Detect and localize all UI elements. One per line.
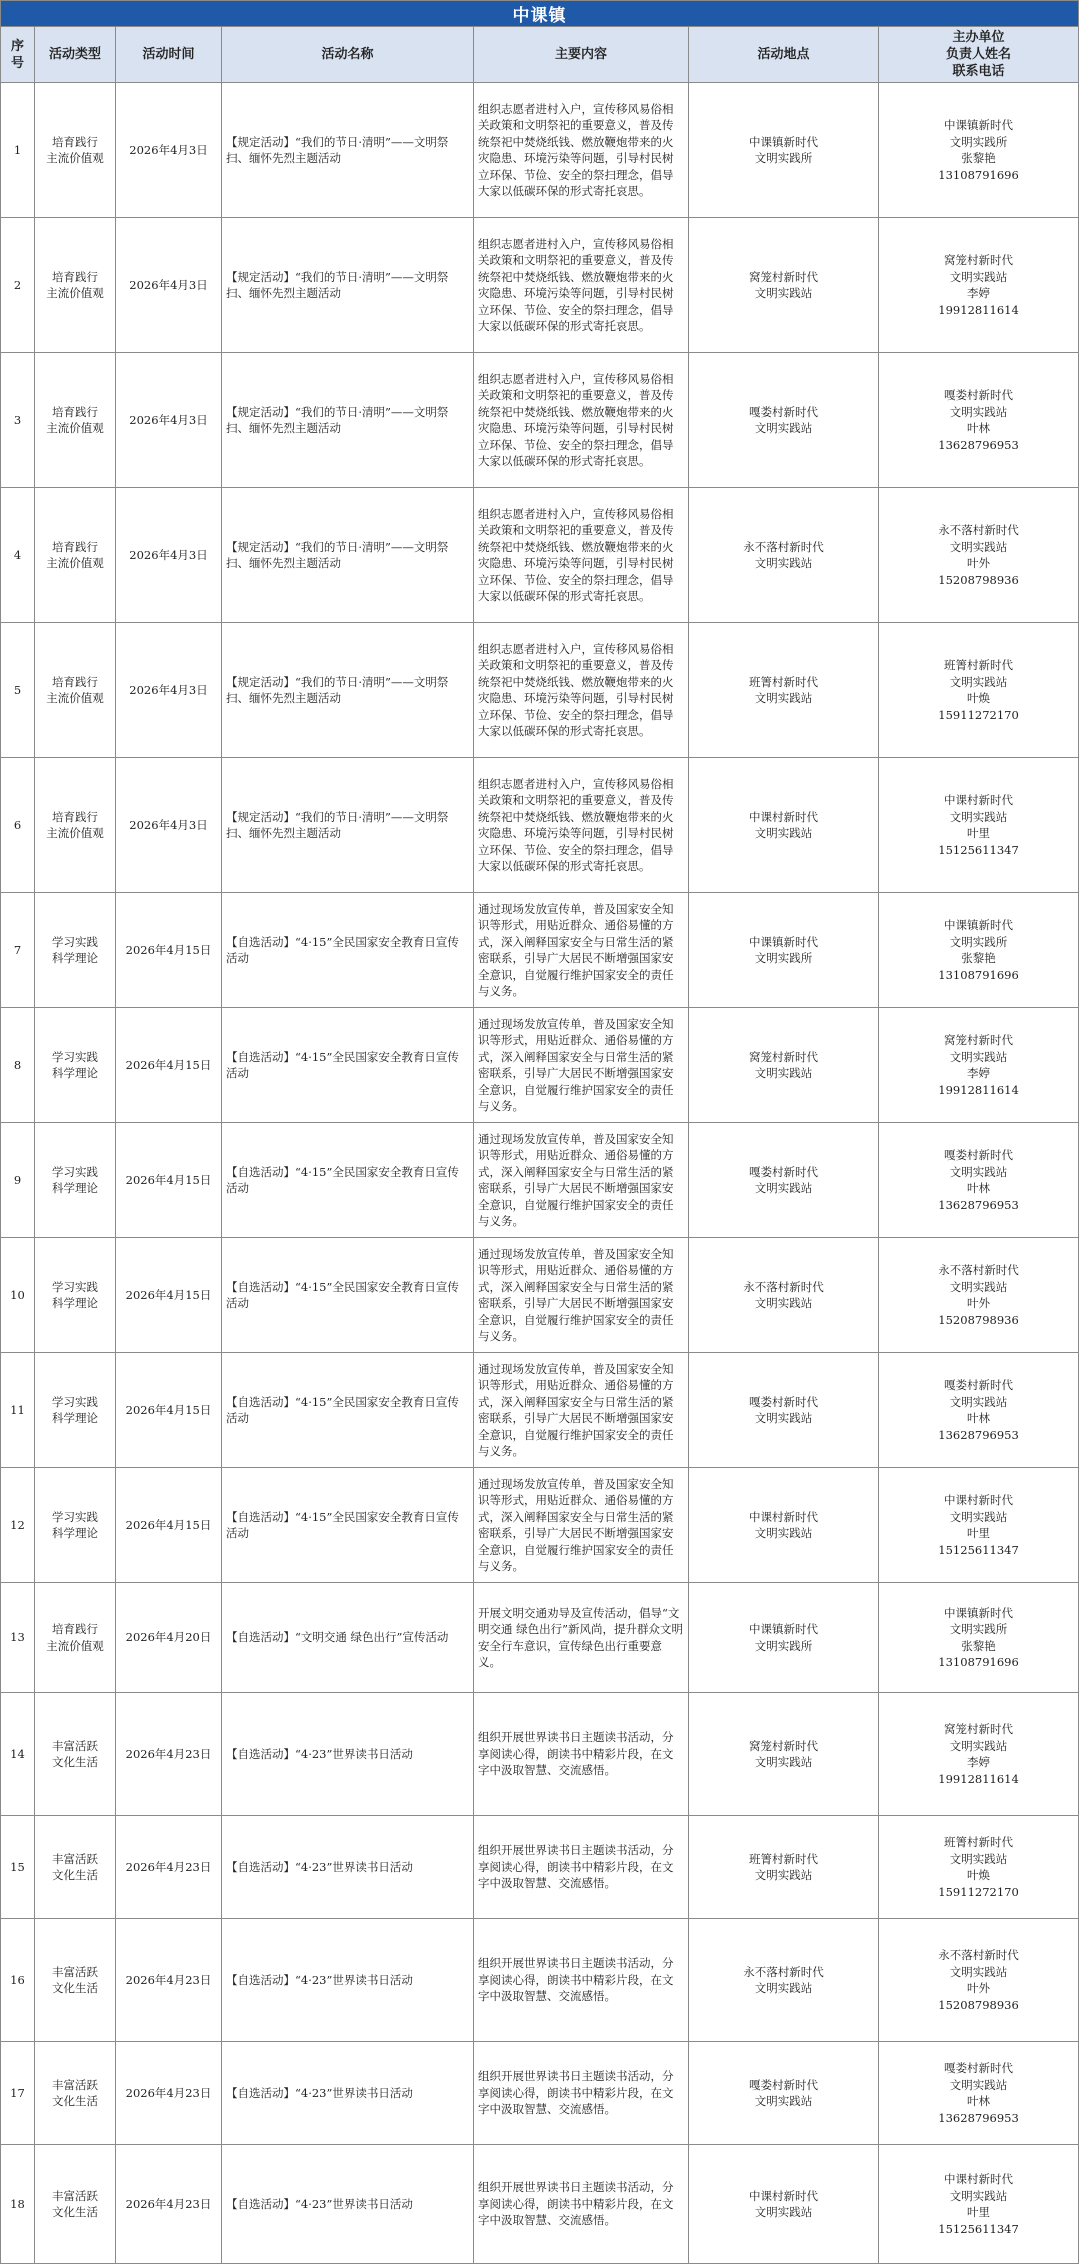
activity-place: 窝笼村新时代 文明实践站	[689, 218, 879, 353]
table-row	[1, 758, 1079, 893]
main-content: 组织志愿者进村入户，宣传移风易俗相关政策和文明祭祀的重要意义，普及传统祭祀中焚烧纸钱、燃放鞭炮带来的火灾隐患、环境污染等问题，引导村民树立环保、节俭、安全的祭扫理念，倡导大家以低碳环保的形式寄托哀思。	[474, 83, 689, 218]
table-row	[1, 488, 1079, 623]
header-activity-date: 活动时间	[116, 27, 222, 83]
row-index: 13	[1, 1583, 35, 1693]
header-activity-place: 活动地点	[689, 27, 879, 83]
table-title: 中课镇	[1, 1, 1079, 27]
activity-type: 学习实践 科学理论	[35, 1123, 116, 1238]
activity-date: 2026年4月20日	[116, 1583, 222, 1693]
row-index: 4	[1, 488, 35, 623]
organizer-info: 中课镇新时代 文明实践所 张黎艳 13108791696	[879, 83, 1079, 218]
table-row	[1, 1919, 1079, 2042]
activity-name: 【自选活动】“4·23”世界读书日活动	[222, 1919, 474, 2042]
main-content: 组织志愿者进村入户，宣传移风易俗相关政策和文明祭祀的重要意义，普及传统祭祀中焚烧纸钱、燃放鞭炮带来的火灾隐患、环境污染等问题，引导村民树立环保、节俭、安全的祭扫理念，倡导大家以低碳环保的形式寄托哀思。	[474, 488, 689, 623]
activity-date: 2026年4月23日	[116, 2145, 222, 2264]
activity-place: 永不落村新时代 文明实践站	[689, 1238, 879, 1353]
activity-place: 中课镇新时代 文明实践所	[689, 893, 879, 1008]
row-index: 9	[1, 1123, 35, 1238]
activity-name: 【自选活动】“4·23”世界读书日活动	[222, 2042, 474, 2145]
header-activity-name: 活动名称	[222, 27, 474, 83]
activity-place: 班箐村新时代 文明实践站	[689, 1816, 879, 1919]
activity-name: 【自选活动】“4·15”全民国家安全教育日宣传活动	[222, 1008, 474, 1123]
activity-type: 丰富活跃 文化生活	[35, 1816, 116, 1919]
activity-date: 2026年4月15日	[116, 1468, 222, 1583]
activity-type: 培育践行 主流价值观	[35, 83, 116, 218]
activity-type: 培育践行 主流价值观	[35, 1583, 116, 1693]
header-organizer: 主办单位 负责人姓名 联系电话	[879, 27, 1079, 83]
activity-name: 【自选活动】“4·15”全民国家安全教育日宣传活动	[222, 1238, 474, 1353]
main-content: 通过现场发放宣传单，普及国家安全知识等形式，用贴近群众、通俗易懂的方式，深入阐释国家安全与日常生活的紧密联系，引导广大居民不断增强国家安全意识，自觉履行维护国家安全的责任与义务。	[474, 1123, 689, 1238]
activity-place: 窝笼村新时代 文明实践站	[689, 1008, 879, 1123]
activity-name: 【自选活动】“4·15”全民国家安全教育日宣传活动	[222, 1123, 474, 1238]
main-content: 组织志愿者进村入户，宣传移风易俗相关政策和文明祭祀的重要意义，普及传统祭祀中焚烧纸钱、燃放鞭炮带来的火灾隐患、环境污染等问题，引导村民树立环保、节俭、安全的祭扫理念，倡导大家以低碳环保的形式寄托哀思。	[474, 353, 689, 488]
activity-type: 丰富活跃 文化生活	[35, 2145, 116, 2264]
table-row	[1, 218, 1079, 353]
organizer-info: 永不落村新时代 文明实践站 叶外 15208798936	[879, 1919, 1079, 2042]
activity-name: 【规定活动】“我们的节日·清明”——文明祭扫、缅怀先烈主题活动	[222, 623, 474, 758]
organizer-info: 中课镇新时代 文明实践所 张黎艳 13108791696	[879, 1583, 1079, 1693]
organizer-info: 嘎娄村新时代 文明实践站 叶林 13628796953	[879, 2042, 1079, 2145]
main-content: 组织开展世界读书日主题读书活动，分享阅读心得，朗读书中精彩片段，在文字中汲取智慧、交流感悟。	[474, 2042, 689, 2145]
main-content: 组织志愿者进村入户，宣传移风易俗相关政策和文明祭祀的重要意义，普及传统祭祀中焚烧纸钱、燃放鞭炮带来的火灾隐患、环境污染等问题，引导村民树立环保、节俭、安全的祭扫理念，倡导大家以低碳环保的形式寄托哀思。	[474, 218, 689, 353]
activity-place: 班箐村新时代 文明实践站	[689, 623, 879, 758]
row-index: 8	[1, 1008, 35, 1123]
table-row	[1, 623, 1079, 758]
table-row	[1, 1008, 1079, 1123]
activity-name: 【自选活动】“4·23”世界读书日活动	[222, 1816, 474, 1919]
table-row	[1, 1123, 1079, 1238]
main-content: 通过现场发放宣传单，普及国家安全知识等形式，用贴近群众、通俗易懂的方式，深入阐释国家安全与日常生活的紧密联系，引导广大居民不断增强国家安全意识，自觉履行维护国家安全的责任与义务。	[474, 1353, 689, 1468]
main-content: 组织志愿者进村入户，宣传移风易俗相关政策和文明祭祀的重要意义，普及传统祭祀中焚烧纸钱、燃放鞭炮带来的火灾隐患、环境污染等问题，引导村民树立环保、节俭、安全的祭扫理念，倡导大家以低碳环保的形式寄托哀思。	[474, 758, 689, 893]
activity-type: 丰富活跃 文化生活	[35, 2042, 116, 2145]
table-row	[1, 2145, 1079, 2264]
organizer-info: 班箐村新时代 文明实践站 叶焕 15911272170	[879, 623, 1079, 758]
table-row	[1, 1468, 1079, 1583]
main-content: 通过现场发放宣传单，普及国家安全知识等形式，用贴近群众、通俗易懂的方式，深入阐释国家安全与日常生活的紧密联系，引导广大居民不断增强国家安全意识，自觉履行维护国家安全的责任与义务。	[474, 1468, 689, 1583]
activity-name: 【规定活动】“我们的节日·清明”——文明祭扫、缅怀先烈主题活动	[222, 758, 474, 893]
row-index: 5	[1, 623, 35, 758]
activity-date: 2026年4月3日	[116, 623, 222, 758]
activity-place: 窝笼村新时代 文明实践站	[689, 1693, 879, 1816]
header-main-content: 主要内容	[474, 27, 689, 83]
row-index: 11	[1, 1353, 35, 1468]
activity-place: 嘎娄村新时代 文明实践站	[689, 1123, 879, 1238]
activity-date: 2026年4月3日	[116, 218, 222, 353]
row-index: 7	[1, 893, 35, 1008]
table-row	[1, 353, 1079, 488]
organizer-info: 窝笼村新时代 文明实践站 李婷 19912811614	[879, 218, 1079, 353]
activity-name: 【规定活动】“我们的节日·清明”——文明祭扫、缅怀先烈主题活动	[222, 83, 474, 218]
activity-place: 永不落村新时代 文明实践站	[689, 1919, 879, 2042]
main-content: 组织开展世界读书日主题读书活动，分享阅读心得，朗读书中精彩片段，在文字中汲取智慧、交流感悟。	[474, 1693, 689, 1816]
activity-date: 2026年4月3日	[116, 353, 222, 488]
organizer-info: 嘎娄村新时代 文明实践站 叶林 13628796953	[879, 1123, 1079, 1238]
activity-name: 【自选活动】“4·23”世界读书日活动	[222, 2145, 474, 2264]
main-content: 组织志愿者进村入户，宣传移风易俗相关政策和文明祭祀的重要意义，普及传统祭祀中焚烧纸钱、燃放鞭炮带来的火灾隐患、环境污染等问题，引导村民树立环保、节俭、安全的祭扫理念，倡导大家以低碳环保的形式寄托哀思。	[474, 623, 689, 758]
header-activity-type: 活动类型	[35, 27, 116, 83]
organizer-info: 中课村新时代 文明实践站 叶里 15125611347	[879, 2145, 1079, 2264]
activity-date: 2026年4月15日	[116, 1008, 222, 1123]
activity-date: 2026年4月3日	[116, 83, 222, 218]
activity-name: 【自选活动】“4·23”世界读书日活动	[222, 1693, 474, 1816]
organizer-info: 中课村新时代 文明实践站 叶里 15125611347	[879, 758, 1079, 893]
activity-name: 【自选活动】“4·15”全民国家安全教育日宣传活动	[222, 1353, 474, 1468]
activity-date: 2026年4月15日	[116, 1238, 222, 1353]
organizer-info: 中课镇新时代 文明实践所 张黎艳 13108791696	[879, 893, 1079, 1008]
activity-place: 中课村新时代 文明实践站	[689, 758, 879, 893]
activity-place: 嘎娄村新时代 文明实践站	[689, 1353, 879, 1468]
table-row	[1, 83, 1079, 218]
row-index: 3	[1, 353, 35, 488]
activity-place: 永不落村新时代 文明实践站	[689, 488, 879, 623]
table-row	[1, 893, 1079, 1008]
activity-name: 【规定活动】“我们的节日·清明”——文明祭扫、缅怀先烈主题活动	[222, 488, 474, 623]
activity-date: 2026年4月23日	[116, 1693, 222, 1816]
activity-place: 中课镇新时代 文明实践所	[689, 1583, 879, 1693]
activity-type: 培育践行 主流价值观	[35, 488, 116, 623]
row-index: 6	[1, 758, 35, 893]
row-index: 15	[1, 1816, 35, 1919]
main-content: 组织开展世界读书日主题读书活动，分享阅读心得，朗读书中精彩片段，在文字中汲取智慧、交流感悟。	[474, 1816, 689, 1919]
activity-date: 2026年4月23日	[116, 1816, 222, 1919]
organizer-info: 中课村新时代 文明实践站 叶里 15125611347	[879, 1468, 1079, 1583]
row-index: 12	[1, 1468, 35, 1583]
organizer-info: 永不落村新时代 文明实践站 叶外 15208798936	[879, 488, 1079, 623]
organizer-info: 嘎娄村新时代 文明实践站 叶林 13628796953	[879, 1353, 1079, 1468]
organizer-info: 嘎娄村新时代 文明实践站 叶林 13628796953	[879, 353, 1079, 488]
activity-type: 学习实践 科学理论	[35, 1238, 116, 1353]
organizer-info: 永不落村新时代 文明实践站 叶外 15208798936	[879, 1238, 1079, 1353]
activity-date: 2026年4月23日	[116, 1919, 222, 2042]
activity-type: 培育践行 主流价值观	[35, 623, 116, 758]
main-content: 组织开展世界读书日主题读书活动，分享阅读心得，朗读书中精彩片段，在文字中汲取智慧、交流感悟。	[474, 1919, 689, 2042]
table-row	[1, 2042, 1079, 2145]
activity-name: 【自选活动】“4·15”全民国家安全教育日宣传活动	[222, 893, 474, 1008]
table-row	[1, 1353, 1079, 1468]
activity-date: 2026年4月15日	[116, 893, 222, 1008]
activity-type: 培育践行 主流价值观	[35, 758, 116, 893]
row-index: 16	[1, 1919, 35, 2042]
activity-type: 学习实践 科学理论	[35, 1353, 116, 1468]
activity-type: 丰富活跃 文化生活	[35, 1919, 116, 2042]
activity-type: 学习实践 科学理论	[35, 1468, 116, 1583]
main-content: 开展文明交通劝导及宣传活动，倡导“文明交通 绿色出行”新风尚，提升群众文明安全行车意识，宣传绿色出行重要意义。	[474, 1583, 689, 1693]
activity-place: 中课镇新时代 文明实践所	[689, 83, 879, 218]
table-row	[1, 1816, 1079, 1919]
organizer-info: 窝笼村新时代 文明实践站 李婷 19912811614	[879, 1008, 1079, 1123]
table-row	[1, 1238, 1079, 1353]
activity-type: 培育践行 主流价值观	[35, 218, 116, 353]
main-content: 通过现场发放宣传单，普及国家安全知识等形式，用贴近群众、通俗易懂的方式，深入阐释国家安全与日常生活的紧密联系，引导广大居民不断增强国家安全意识，自觉履行维护国家安全的责任与义务。	[474, 1008, 689, 1123]
activity-name: 【自选活动】“文明交通 绿色出行”宣传活动	[222, 1583, 474, 1693]
row-index: 14	[1, 1693, 35, 1816]
row-index: 1	[1, 83, 35, 218]
organizer-info: 班箐村新时代 文明实践站 叶焕 15911272170	[879, 1816, 1079, 1919]
row-index: 17	[1, 2042, 35, 2145]
activity-date: 2026年4月15日	[116, 1123, 222, 1238]
activity-place: 嘎娄村新时代 文明实践站	[689, 2042, 879, 2145]
row-index: 2	[1, 218, 35, 353]
activity-name: 【自选活动】“4·15”全民国家安全教育日宣传活动	[222, 1468, 474, 1583]
activity-date: 2026年4月3日	[116, 488, 222, 623]
activity-place: 中课村新时代 文明实践站	[689, 1468, 879, 1583]
activity-name: 【规定活动】“我们的节日·清明”——文明祭扫、缅怀先烈主题活动	[222, 353, 474, 488]
activity-type: 学习实践 科学理论	[35, 1008, 116, 1123]
activity-date: 2026年4月23日	[116, 2042, 222, 2145]
activity-place: 嘎娄村新时代 文明实践站	[689, 353, 879, 488]
activity-place: 中课村新时代 文明实践站	[689, 2145, 879, 2264]
table-row	[1, 1583, 1079, 1693]
activity-name: 【规定活动】“我们的节日·清明”——文明祭扫、缅怀先烈主题活动	[222, 218, 474, 353]
activity-type: 丰富活跃 文化生活	[35, 1693, 116, 1816]
header-index: 序号	[1, 27, 35, 83]
activity-date: 2026年4月15日	[116, 1353, 222, 1468]
organizer-info: 窝笼村新时代 文明实践站 李婷 19912811614	[879, 1693, 1079, 1816]
table-row	[1, 1693, 1079, 1816]
main-content: 组织开展世界读书日主题读书活动，分享阅读心得，朗读书中精彩片段，在文字中汲取智慧、交流感悟。	[474, 2145, 689, 2264]
row-index: 10	[1, 1238, 35, 1353]
activity-type: 培育践行 主流价值观	[35, 353, 116, 488]
activity-type: 学习实践 科学理论	[35, 893, 116, 1008]
activity-date: 2026年4月3日	[116, 758, 222, 893]
row-index: 18	[1, 2145, 35, 2264]
main-content: 通过现场发放宣传单，普及国家安全知识等形式，用贴近群众、通俗易懂的方式，深入阐释国家安全与日常生活的紧密联系，引导广大居民不断增强国家安全意识，自觉履行维护国家安全的责任与义务。	[474, 893, 689, 1008]
main-content: 通过现场发放宣传单，普及国家安全知识等形式，用贴近群众、通俗易懂的方式，深入阐释国家安全与日常生活的紧密联系，引导广大居民不断增强国家安全意识，自觉履行维护国家安全的责任与义务。	[474, 1238, 689, 1353]
